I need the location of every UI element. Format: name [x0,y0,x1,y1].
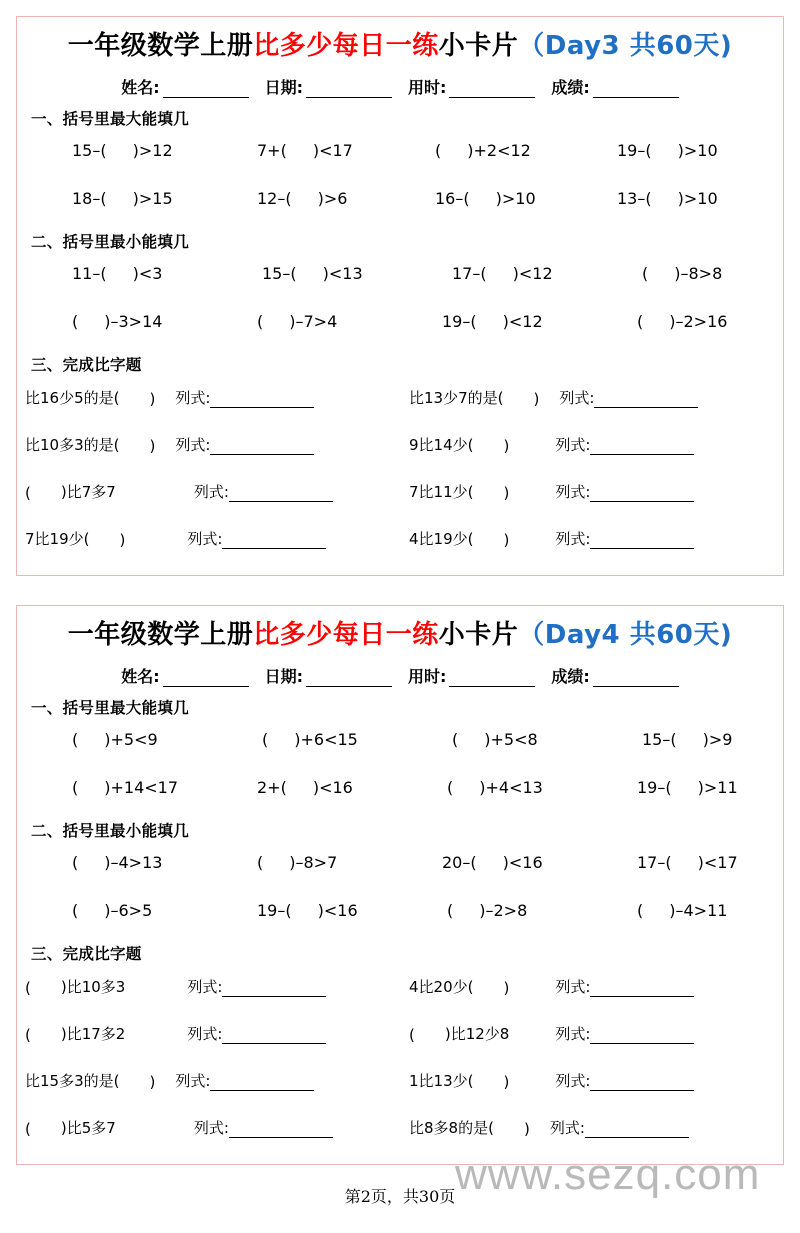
problem-item[interactable]: 19–( )<12 [442,312,543,332]
date-label: 日期: [264,78,303,98]
section-heading-3: 三、完成比字题 [31,945,142,964]
word-problem-item[interactable]: 比10多3的是( ) 列式: [25,434,314,455]
date-field-group [265,664,392,687]
problem-row [17,179,783,227]
problem-item[interactable]: 20–( )<16 [442,853,543,873]
time-label: 用时: [408,667,447,687]
title-part-card: 小卡片 [438,31,519,61]
problem-item[interactable]: ( )–7>4 [257,312,338,332]
problem-item[interactable]: 11–( )<3 [72,264,163,284]
problem-item[interactable]: 16–( )>10 [435,189,536,209]
date-input-blank[interactable] [306,672,392,687]
title-part-topic: 比多少每日一练 [253,620,439,651]
word-problem-row [17,1013,783,1060]
equation-blank[interactable] [229,1125,333,1138]
time-field-group [408,664,535,687]
worksheet-card-day4 [16,605,784,1165]
site-watermark: www.sezq.com [455,1150,761,1199]
word-problem-item[interactable]: 9比14少( ) 列式: [409,434,694,455]
word-problem-item[interactable]: 比8多8的是( ) 列式: [409,1117,689,1138]
problem-item[interactable]: ( )–8>8 [642,264,723,284]
equation-blank[interactable] [590,442,694,455]
word-problem-item[interactable]: 4比20少( ) 列式: [409,976,694,997]
problem-item[interactable]: 19–( )>11 [637,778,738,798]
equation-blank-group[interactable]: 列式: [194,1117,333,1138]
equation-blank[interactable] [585,1125,689,1138]
worksheet-card-day3 [16,16,784,576]
problem-item[interactable]: ( )+2<12 [435,141,531,161]
student-info-row [17,655,783,693]
title-part-day: （Day3 共60天) [518,31,733,61]
problem-item[interactable]: ( )–4>13 [72,853,163,873]
equation-blank[interactable] [590,489,694,502]
problem-item[interactable]: ( )–6>5 [72,901,153,921]
problem-item[interactable]: ( )+6<15 [262,730,358,750]
title-part-grade: 一年级数学上册 [67,620,254,651]
equation-blank-group[interactable]: 列式: [187,1023,326,1044]
equation-blank-group[interactable]: 列式: [175,1070,314,1091]
equation-blank[interactable] [222,1031,326,1044]
equation-blank[interactable] [590,1031,694,1044]
equation-blank-group[interactable]: 列式: [175,387,314,408]
word-problem-item[interactable]: 4比19少( ) 列式: [409,528,694,549]
problem-item[interactable]: 12–( )>6 [257,189,348,209]
time-label: 用时: [408,78,447,98]
name-field-group [121,664,248,687]
word-problem-row [17,1060,783,1107]
equation-blank-group[interactable]: 列式: [555,1023,694,1044]
word-problem-row [17,966,783,1013]
problem-row [17,843,783,891]
word-problem-item[interactable]: ( )比5多7 列式: [25,1117,333,1138]
equation-blank-group[interactable]: 列式: [175,434,314,455]
word-problem-item[interactable]: 7比11少( ) 列式: [409,481,694,502]
section-heading-1: 一、括号里最大能填几 [31,110,190,129]
equation-blank[interactable] [222,536,326,549]
card-title [17,23,783,66]
time-input-blank[interactable] [449,83,535,98]
problem-item[interactable]: 19–( )<16 [257,901,358,921]
name-label: 姓名: [121,78,160,98]
word-problem-row [17,1107,783,1154]
problem-item[interactable]: ( )–4>11 [637,901,728,921]
equation-blank-group[interactable]: 列式: [559,387,698,408]
word-problem-row [17,471,783,518]
time-input-blank[interactable] [449,672,535,687]
problem-item[interactable]: 15–( )<13 [262,264,363,284]
section-heading-2: 二、括号里最小能填几 [31,233,190,252]
word-problem-row [17,518,783,565]
problem-item[interactable]: ( )–8>7 [257,853,338,873]
word-problem-item[interactable]: 比16少5的是( ) 列式: [25,387,314,408]
equation-blank[interactable] [594,395,698,408]
problem-item[interactable]: ( )–2>16 [637,312,728,332]
score-label: 成绩: [551,78,590,98]
word-problem-row [17,377,783,424]
score-field-group [551,75,678,98]
score-input-blank[interactable] [593,83,679,98]
problem-item[interactable]: 17–( )<17 [637,853,738,873]
date-input-blank[interactable] [306,83,392,98]
problem-item[interactable]: 13–( )>10 [617,189,718,209]
equation-blank[interactable] [210,442,314,455]
problem-item[interactable]: 17–( )<12 [452,264,553,284]
name-field-group [121,75,248,98]
equation-blank[interactable] [590,1078,694,1091]
word-problem-row [17,424,783,471]
problem-row [17,302,783,350]
problem-item[interactable]: ( )–2>8 [447,901,528,921]
equation-blank[interactable] [590,984,694,997]
problem-row [17,768,783,816]
equation-blank-group[interactable]: 列式: [555,1070,694,1091]
name-input-blank[interactable] [163,672,249,687]
equation-blank[interactable] [210,1078,314,1091]
section-heading-2: 二、括号里最小能填几 [31,822,190,841]
equation-blank-group[interactable]: 列式: [550,1117,689,1138]
section-heading-1: 一、括号里最大能填几 [31,699,190,718]
word-problem-item[interactable]: ( )比10多3 列式: [25,976,326,997]
word-problem-item[interactable]: 1比13少( ) 列式: [409,1070,694,1091]
problem-item[interactable]: 19–( )>10 [617,141,718,161]
name-input-blank[interactable] [163,83,249,98]
student-info-row [17,66,783,104]
name-label: 姓名: [121,667,160,687]
problem-item[interactable]: 2+( )<16 [257,778,353,798]
equation-blank[interactable] [210,395,314,408]
title-part-grade: 一年级数学上册 [67,31,254,61]
problem-item[interactable]: ( )+14<17 [72,778,179,798]
word-problem-item[interactable]: 比13少7的是( ) 列式: [409,387,698,408]
problem-row [17,254,783,302]
card-title [17,612,783,655]
equation-blank-group[interactable]: 列式: [187,528,326,549]
problem-item[interactable]: 18–( )>15 [72,189,173,209]
problem-row [17,720,783,768]
score-field-group [551,664,678,687]
problem-item[interactable]: ( )–3>14 [72,312,163,332]
equation-blank[interactable] [590,536,694,549]
word-problem-item[interactable]: ( )比12少8 列式: [409,1023,694,1044]
problem-item[interactable]: 15–( )>12 [72,141,173,161]
word-problem-item[interactable]: ( )比17多2 列式: [25,1023,326,1044]
page-footer: 第2页，共30页 [344,1187,456,1206]
date-field-group [265,75,392,98]
equation-blank-group[interactable]: 列式: [187,976,326,997]
score-label: 成绩: [551,667,590,687]
title-part-day: （Day4 共60天) [518,620,733,651]
equation-blank-group[interactable]: 列式: [194,481,333,502]
problem-item[interactable]: 15–( )>9 [642,730,733,750]
problem-item[interactable]: ( )+4<13 [447,778,543,798]
problem-row [17,131,783,179]
score-input-blank[interactable] [593,672,679,687]
title-part-topic: 比多少每日一练 [253,31,439,61]
equation-blank-group[interactable]: 列式: [555,481,694,502]
title-part-card: 小卡片 [438,620,519,651]
problem-row [17,891,783,939]
word-problem-item[interactable]: ( )比7多7 列式: [25,481,333,502]
equation-blank-group[interactable]: 列式: [555,434,694,455]
equation-blank-group[interactable]: 列式: [555,976,694,997]
equation-blank[interactable] [229,489,333,502]
problem-item[interactable]: 7+( )<17 [257,141,353,161]
equation-blank-group[interactable]: 列式: [555,528,694,549]
problem-item[interactable]: ( )+5<8 [452,730,538,750]
time-field-group [408,75,535,98]
problem-item[interactable]: ( )+5<9 [72,730,158,750]
word-problem-item[interactable]: 7比19少( ) 列式: [25,528,326,549]
date-label: 日期: [264,667,303,687]
word-problem-item[interactable]: 比15多3的是( ) 列式: [25,1070,314,1091]
section-heading-3: 三、完成比字题 [31,356,142,375]
equation-blank[interactable] [222,984,326,997]
